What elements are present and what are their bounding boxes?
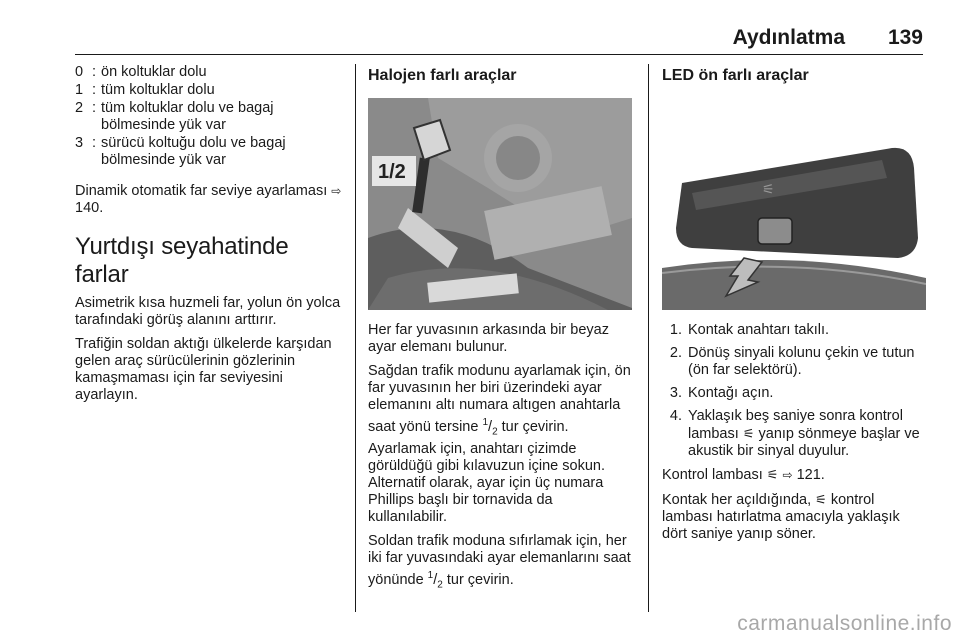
lever-marking: ⚟	[762, 181, 775, 197]
step-text: Dönüş sinyali kolunu çekin ve tutun (ön far selektörü).	[688, 345, 915, 378]
page-ref-link[interactable]: 121.	[796, 467, 825, 483]
paragraph-text: Soldan trafik moduna sıfırlamak için, her iki far yuvasındaki ayar elemanlarını saat yönünde	[368, 532, 631, 588]
note-text: Dinamik otomatik far seviye ayarlaması	[75, 183, 328, 199]
paragraph-text: Kontrol lambası	[662, 467, 763, 483]
step-number: 2.	[669, 345, 682, 361]
paragraph: Trafiğin soldan aktığı ülkelerde karşıdan gelen araç sürücülerinin gözlerinin kamaşmaması için far seviyesini ayarlayın.	[75, 336, 332, 403]
paragraph-text: tur çevirin. Ayarlamak için, anahtarı çizimde görüldüğü gibi kılavuzun içine sokun. Alternatif olarak, ayar için üç numara Phillips başlı bir tornavida da kullanılabilir.	[368, 418, 605, 525]
column-middle	[368, 64, 634, 600]
step-text: Kontağı açın.	[688, 385, 774, 401]
column-right	[662, 64, 928, 550]
page-ref-icon[interactable]: ⇨	[331, 184, 342, 198]
paragraph-text: tur çevirin.	[446, 571, 514, 588]
legend-text: ön koltuklar dolu	[101, 64, 207, 80]
load-legend	[75, 64, 343, 169]
fraction-numerator: 1	[482, 417, 489, 428]
step-number: 4.	[669, 408, 682, 424]
turn-signal-lever-illustration	[662, 98, 926, 310]
column-divider	[648, 64, 649, 612]
page-number: 139	[887, 26, 923, 49]
subsection-heading: Halojen farlı araçlar	[368, 67, 517, 84]
paragraph	[662, 466, 928, 484]
column-left	[75, 64, 343, 411]
list-item	[662, 408, 928, 460]
page-header	[0, 26, 960, 56]
paragraph: Her far yuvasının arkasında bir beyaz ayar elemanı bulunur.	[368, 322, 609, 355]
page-ref-icon[interactable]: ⇨	[782, 468, 793, 482]
control-lamp-icon: ⚟	[815, 492, 827, 507]
paragraph: Soldan trafik moduna sıfırlamak için, her iki far yuvasındaki ayar elemanlarını saat yönünde $^1/_2$ tur çevirin.	[368, 532, 631, 591]
legend-sep: :	[91, 82, 97, 98]
steps-list	[662, 322, 928, 460]
legend-row	[75, 100, 343, 134]
paragraph-text: Kontak her açıldığında,	[662, 492, 812, 508]
section-heading: Yurtdışı seyahatinde farlar	[75, 233, 289, 288]
legend-key: 2	[75, 100, 84, 116]
list-item	[662, 345, 928, 379]
legend-key: 1	[75, 82, 84, 98]
paragraph-text: Sağdan trafik modunu ayarlamak için, ön far yuvasının her biri üzerindeki ayar elemanını altı numara altıgen anahtarla saat yönü tersine	[368, 363, 631, 435]
fraction-denominator: 2	[492, 426, 498, 438]
subsection-heading: LED ön farlı araçlar	[662, 67, 809, 84]
legend-sep: :	[91, 135, 97, 151]
step-number: 3.	[669, 385, 682, 401]
legend-text: tüm koltuklar dolu ve bagaj bölmesinde yük var	[101, 100, 274, 133]
legend-row	[75, 135, 343, 169]
step-text	[688, 408, 928, 460]
page-ref-link[interactable]: 140.	[75, 200, 104, 216]
headlamp-adjuster-illustration	[368, 98, 632, 310]
watermark: carmanualsonline.info	[737, 612, 952, 635]
header-rule	[75, 54, 923, 55]
fraction-numerator: 1	[427, 569, 434, 581]
page-title: Aydınlatma	[732, 26, 845, 49]
legend-text: tüm koltuklar dolu	[101, 82, 215, 98]
step-text: Kontak anahtarı takılı.	[688, 322, 830, 338]
list-item	[662, 322, 928, 339]
legend-sep: :	[91, 64, 97, 80]
step-number: 1.	[669, 322, 682, 338]
figure-label: 1/2	[378, 161, 406, 183]
paragraph: Sağdan trafik modunu ayarlamak için, ön far yuvasının her biri üzerindeki ayar elemanını altı numara altıgen anahtarla saat yönü tersine $^1/_2$ tur çevirin. Ayarlamak için, anahtarı çizimde görüldüğü gibi kılavuzun içine sokun. Alternatif olarak, ayar için üç numara Phillips başlı bir tornavida da kullanılabilir.	[368, 363, 631, 525]
fraction-denominator: 2	[437, 579, 443, 591]
legend-row	[75, 82, 343, 99]
list-item	[662, 385, 928, 402]
paragraph-text: kontrol lambası hatırlatma amacıyla yaklaşık dört saniye yanıp söner.	[662, 492, 900, 542]
legend-sep: :	[91, 100, 97, 116]
step-text-part: Yaklaşık beş saniye sonra kontrol lambası	[688, 408, 903, 442]
column-divider	[355, 64, 356, 612]
control-lamp-icon: ⚟	[742, 426, 755, 441]
legend-key: 3	[75, 135, 84, 151]
paragraph	[662, 491, 928, 543]
legend-key: 0	[75, 64, 84, 80]
legend-text: sürücü koltuğu dolu ve bagaj bölmesinde yük var	[101, 135, 286, 168]
dynamic-leveling-note	[75, 183, 343, 217]
step-text-part: yanıp sönmeye başlar ve akustik bir sinyal duyulur.	[688, 426, 920, 459]
control-lamp-icon: ⚟	[766, 467, 779, 482]
paragraph: Asimetrik kısa huzmeli far, yolun ön yolca tarafındaki görüş alanını arttırır.	[75, 295, 341, 328]
legend-row	[75, 64, 343, 81]
